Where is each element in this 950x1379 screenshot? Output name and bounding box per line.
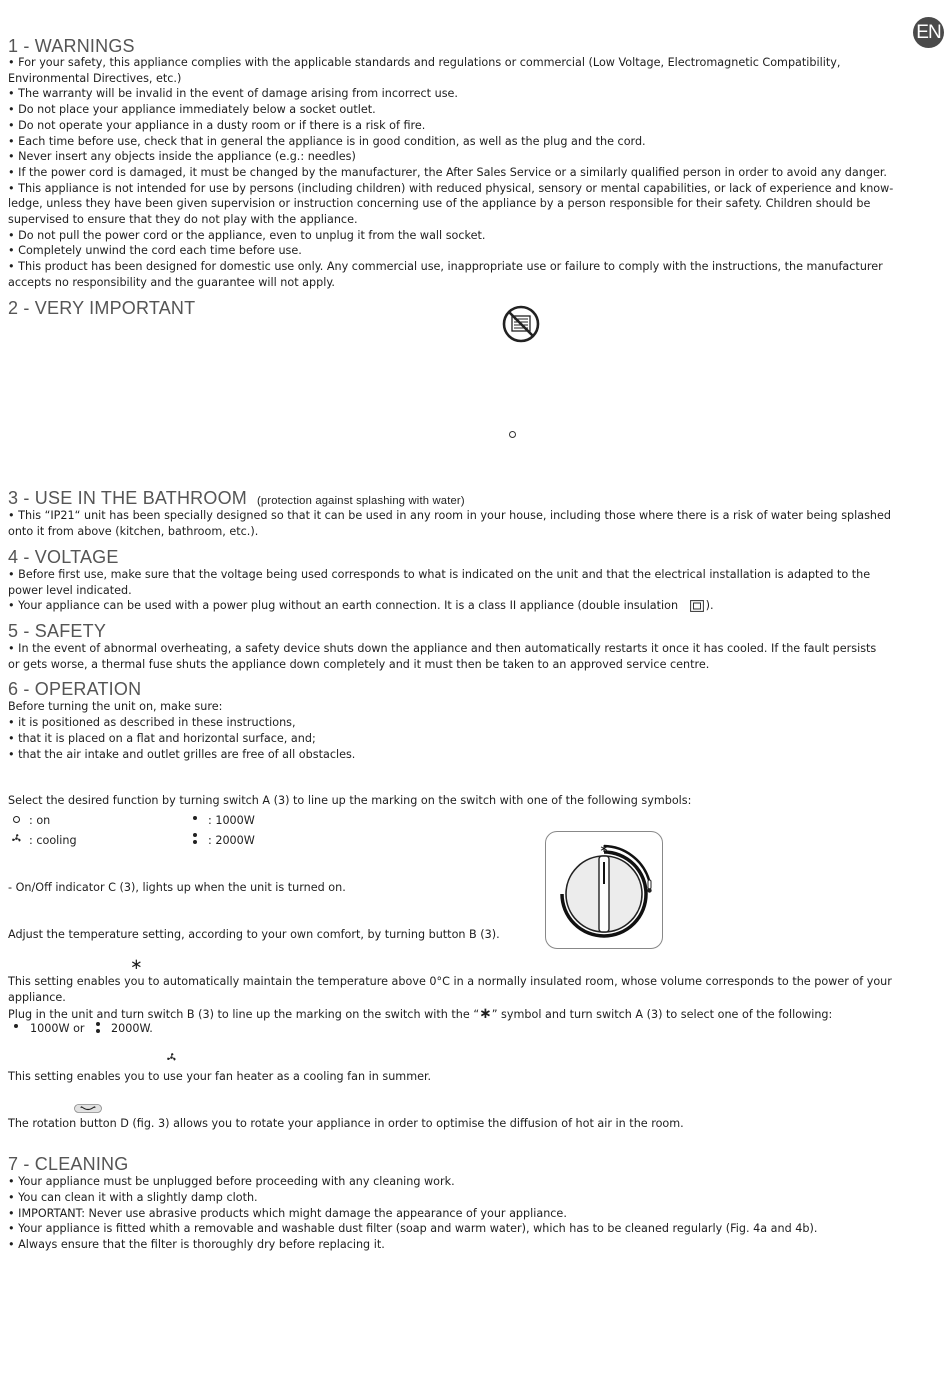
do-not-cover-icon: [502, 305, 540, 343]
section-6-title: 6 - OPERATION: [8, 679, 142, 699]
watt-option-2000: 2000W.: [111, 1022, 153, 1035]
text-line: onto it from above (kitchen, bathroom, etc.).: [8, 525, 259, 538]
text-line: • This product has been designed for domestic use only. Any commercial use, inappropriate use or failure to comply with the instructions, the manufacturer: [8, 260, 883, 274]
thermostat-dial-figure: [545, 831, 663, 949]
text-line: power level indicated.: [8, 584, 132, 597]
text-line: • that it is placed on a flat and horizontal surface, and;: [8, 731, 316, 745]
double-insulation-icon: [690, 600, 704, 612]
text-line: Environmental Directives, etc.): [8, 71, 182, 85]
symbol-on-label: : on: [29, 814, 51, 827]
2000w-inline-dot-bottom: [96, 1029, 100, 1033]
text-line: • Do not pull the power cord or the appliance, even to unplug it from the wall socket.: [8, 228, 486, 242]
symbol-cooling-label: : cooling: [29, 834, 77, 847]
watt-option-1000: 1000W or: [30, 1022, 85, 1035]
section-2-title: 2 - VERY IMPORTANT: [8, 298, 196, 318]
frost-line-2: appliance.: [8, 991, 66, 1004]
snowflake-inline-icon: ∗: [479, 1004, 492, 1022]
text-line: • Always ensure that the filter is thoroughly dry before replacing it.: [8, 1238, 385, 1252]
thermostat-dial: [546, 832, 662, 948]
frost-line-1: This setting enables you to automatically maintain the temperature above 0°C in a normally insulated room, whose volume corresponds to the power of your: [8, 975, 892, 988]
text-line: accepts no responsibility and the guarantee will not apply.: [8, 275, 335, 289]
text-line: • You can clean it with a slightly damp cloth.: [8, 1190, 258, 1204]
class-2-line: • Your appliance can be used with a power plug without an earth connection. It is a class II appliance (double insulation ).: [8, 599, 714, 612]
text-line: • that the air intake and outlet grilles are free of all obstacles.: [8, 747, 356, 761]
adjust-temperature-line: Adjust the temperature setting, according to your own comfort, by turning button B (3).: [8, 928, 500, 941]
text-line: ledge, unless they have been given supervision or instruction concerning use of the appliance by a person responsible for their safety. Children should be: [8, 197, 871, 211]
text-line: • IMPORTANT: Never use abrasive products which might damage the appearance of your appliance.: [8, 1206, 567, 1220]
text-line: • This “IP21“ unit has been specially designed so that it can be used in any room in your house, including those where there is a risk of water being splashed: [8, 509, 892, 522]
thermometer-icon: [647, 880, 651, 893]
symbol-1000w-label: : 1000W: [208, 814, 255, 827]
1000w-symbol-icon: [193, 816, 197, 820]
snowflake-icon: ∗: [130, 955, 143, 973]
2000w-symbol-dot-bottom: [193, 840, 197, 844]
section-3-title: 3 - USE IN THE BATHROOM (protection against splashing with water): [8, 488, 465, 508]
symbol-2000w-label: : 2000W: [208, 834, 255, 847]
2000w-symbol-dot-top: [193, 833, 197, 837]
text-line: • Your appliance is fitted whith a removable and washable dust filter (soap and warm water), which has to be cleaned regularly (Fig. 4a and 4b).: [8, 1222, 818, 1236]
text-line: • Do not operate your appliance in a dusty room or if there is a risk of fire.: [8, 118, 426, 132]
section-7-title: 7 - CLEANING: [8, 1154, 129, 1174]
rotation-line: The rotation button D (fig. 3) allows you to rotate your appliance in order to optimise the diffusion of hot air in the room.: [8, 1117, 684, 1130]
text-line: • In the event of abnormal overheating, a safety device shuts down the appliance and then automatically restarts it once it has cooled. If the fault persists: [8, 642, 877, 655]
plug-in-line: Plug in the unit and turn switch B (3) to line up the marking on the switch with the “∗” symbol and turn switch A (3) to select one of the following:: [8, 1004, 833, 1022]
text-line: or gets worse, a thermal fuse shuts the appliance down completely and it must then be taken to an approved service centre.: [8, 657, 710, 671]
section-1-title: 1 - WARNINGS: [8, 36, 135, 56]
text-line: • If the power cord is damaged, it must be changed by the manufacturer, the After Sales Service or a similarly qualified person in order to avoid any danger.: [8, 165, 887, 179]
text-line: • it is positioned as described in these instructions,: [8, 715, 296, 729]
text-line: • Before first use, make sure that the voltage being used corresponds to what is indicated on the unit and that the electrical installation is adapted to the: [8, 568, 871, 581]
text-line: • Your appliance must be unplugged before proceeding with any cleaning work.: [8, 1175, 455, 1188]
section-3-subtitle: (protection against splashing with water): [256, 495, 465, 507]
rotation-icon: [74, 1104, 102, 1113]
2000w-inline-dot-top: [96, 1022, 100, 1026]
select-function-line: Select the desired function by turning switch A (3) to line up the marking on the switch with one of the following symbols:: [8, 794, 692, 807]
text-line: • Each time before use, check that in general the appliance is in good condition, as well as the plug and the cord.: [8, 134, 646, 148]
language-badge: EN: [913, 17, 944, 48]
text-line: • Completely unwind the cord each time before use.: [8, 244, 302, 258]
fan-mode-line: This setting enables you to use your fan heater as a cooling fan in summer.: [8, 1070, 432, 1083]
fan-icon: [11, 833, 22, 844]
text-line: • For your safety, this appliance complies with the applicable standards and regulations or commercial (Low Voltage, Electromagnetic Compatibility,: [8, 56, 841, 69]
small-circle-mark: [509, 431, 516, 438]
1000w-inline-dot: [14, 1024, 18, 1028]
text-line: • Do not place your appliance immediately below a socket outlet.: [8, 103, 376, 117]
text-line: • The warranty will be invalid in the event of damage arising from incorrect use.: [8, 87, 458, 101]
on-symbol-icon: [13, 816, 20, 823]
fan-mode-icon: [166, 1052, 177, 1063]
svg-text:∗: ∗: [599, 842, 609, 855]
on-off-indicator-line: - On/Off indicator C (3), lights up when the unit is turned on.: [8, 881, 346, 894]
text-line: • This appliance is not intended for use by persons (including children) with reduced physical, sensory or mental capabilities, or lack of experience and know-: [8, 181, 894, 195]
text-line: • Never insert any objects inside the appliance (e.g.: needles): [8, 150, 356, 164]
text-line: Before turning the unit on, make sure:: [8, 700, 223, 713]
text-line: supervised to ensure that they do not play with the appliance.: [8, 213, 358, 226]
section-4-title: 4 - VOLTAGE: [8, 547, 119, 567]
section-5-title: 5 - SAFETY: [8, 621, 107, 641]
